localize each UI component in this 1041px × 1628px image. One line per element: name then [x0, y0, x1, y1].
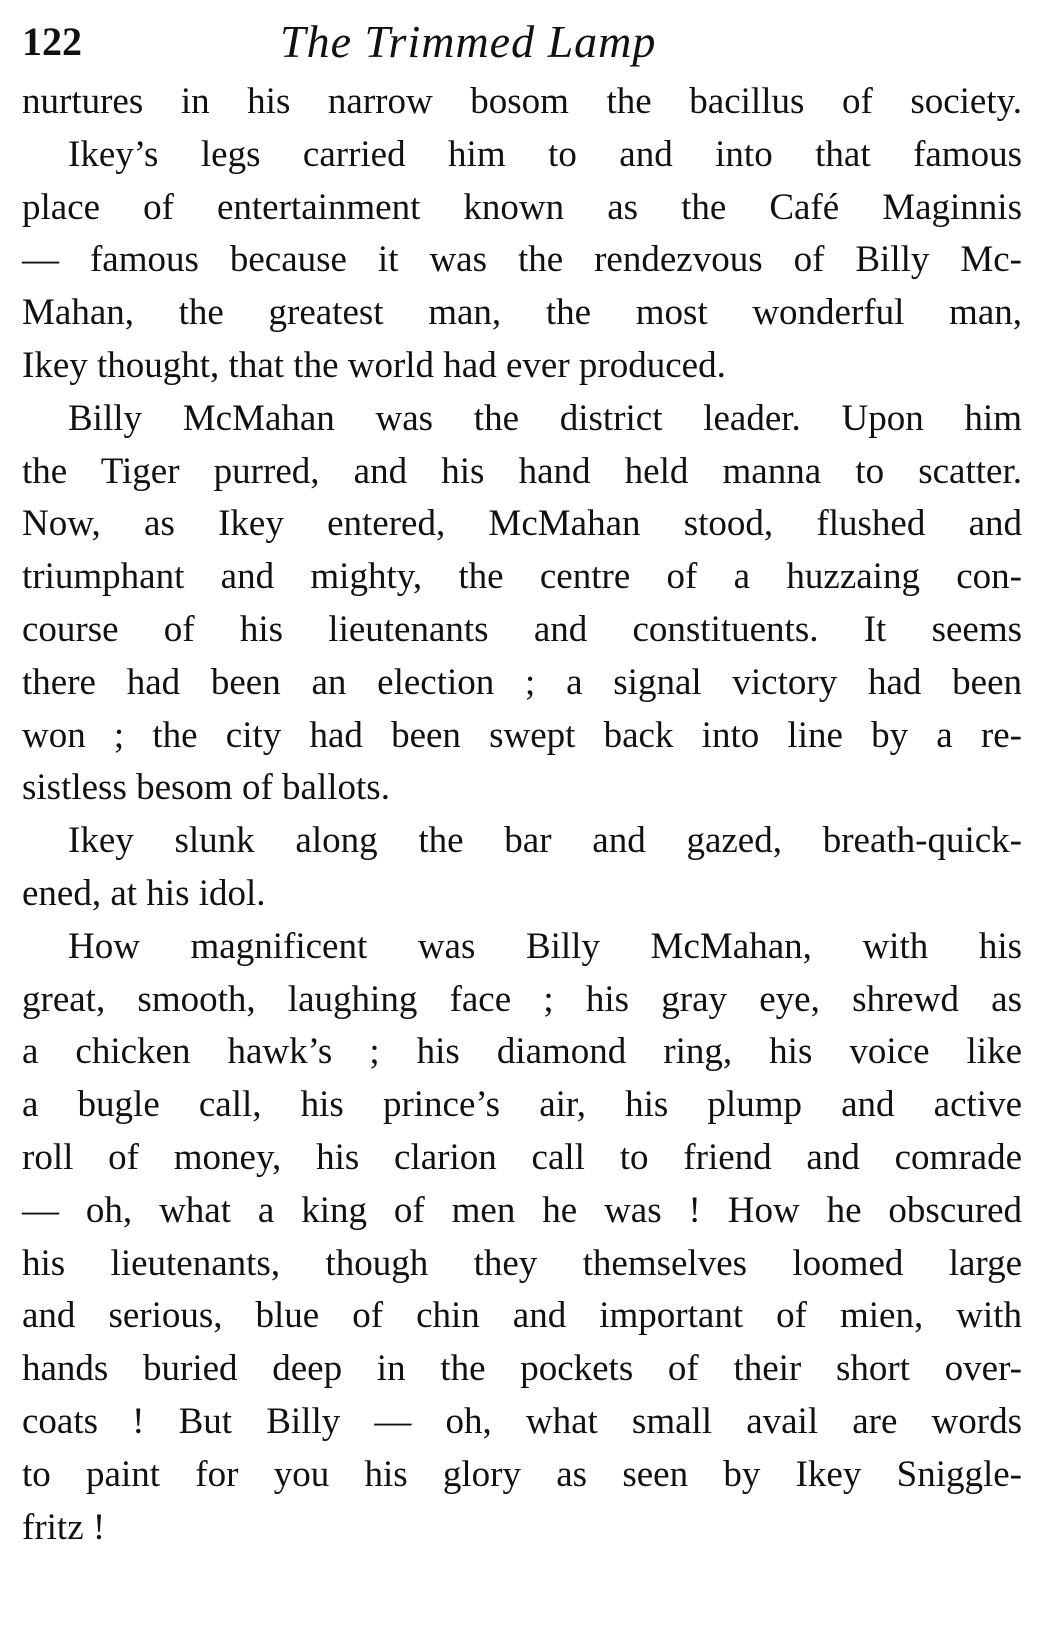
text-line: hands buried deep in the pockets of their short over- [22, 1348, 1022, 1390]
text-line: roll of money, his clarion call to friend and comrade [22, 1136, 1022, 1178]
text-line: Ikey thought, that the world had ever produced. [22, 344, 726, 386]
text-line: Ikey’s legs carried him to and into that famous [68, 133, 1022, 175]
running-head [22, 14, 1022, 74]
text-line: great, smooth, laughing face ; his gray eye, shrewd as [22, 978, 1022, 1020]
text-line: his lieutenants, though they themselves loomed large [22, 1242, 1022, 1284]
text-line: a chicken hawk’s ; his diamond ring, his voice like [22, 1031, 1022, 1073]
text-line: How magnificent was Billy McMahan, with his [68, 925, 1022, 967]
text-line: coats ! But Billy — oh, what small avail are words [22, 1400, 1022, 1442]
body-text [22, 76, 1022, 1554]
book-title: The Trimmed Lamp [280, 16, 657, 67]
text-line: sistless besom of ballots. [22, 767, 390, 809]
text-line: Now, as Ikey entered, McMahan stood, flushed and [22, 503, 1022, 545]
text-line: Billy McMahan was the district leader. Upon him [68, 397, 1022, 439]
text-line: and serious, blue of chin and important of mien, with [22, 1295, 1022, 1337]
text-line: Mahan, the greatest man, the most wonderful man, [22, 292, 1022, 334]
text-line: Ikey slunk along the bar and gazed, breath-quick- [68, 820, 1022, 862]
text-line: course of his lieutenants and constituents. It seems [22, 608, 1022, 650]
text-line: — oh, what a king of men he was ! How he obscured [22, 1189, 1022, 1231]
page-number: 122 [22, 19, 82, 64]
text-line: place of entertainment known as the Café Maginnis [22, 186, 1022, 228]
text-line: won ; the city had been swept back into line by a re- [22, 714, 1022, 756]
book-page [22, 14, 1022, 1554]
text-line: triumphant and mighty, the centre of a huzzaing con- [22, 556, 1022, 598]
text-line: the Tiger purred, and his hand held manna to scatter. [22, 450, 1022, 492]
text-line: ened, at his idol. [22, 872, 266, 914]
text-line: nurtures in his narrow bosom the bacillus of society. [22, 81, 1022, 122]
text-line: fritz ! [22, 1506, 106, 1548]
text-line: a bugle call, his prince’s air, his plump and active [22, 1084, 1022, 1126]
text-line: there had been an election ; a signal victory had been [22, 661, 1022, 703]
text-line: — famous because it was the rendezvous of Billy Mc- [22, 239, 1022, 281]
text-line: to paint for you his glory as seen by Ikey Sniggle- [22, 1453, 1022, 1495]
